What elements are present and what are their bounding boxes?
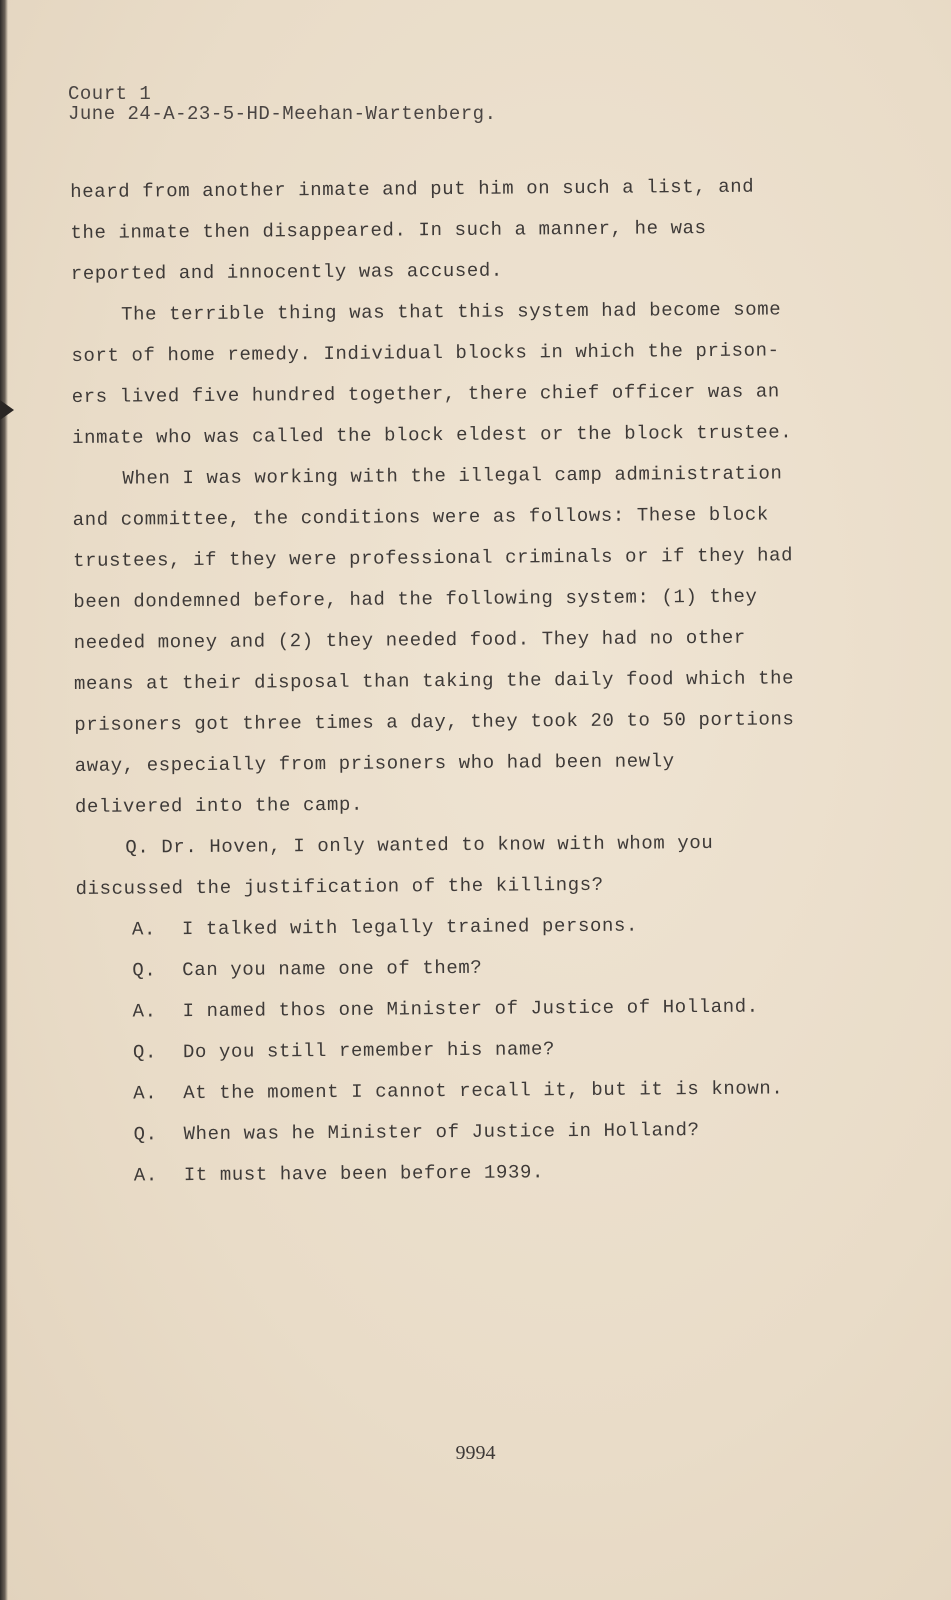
qa-text: It must have been before 1939. [183,1161,545,1187]
qa-text: I talked with legally trained persons. [181,914,639,941]
question-line [77,1027,817,1074]
qa-text: When was he Minister of Justice in Holland? [183,1119,700,1146]
text-line: prisoners got three times a day, they took 20 to 50 portions [74,708,795,736]
qa-text: Can you name one of them? [182,956,483,982]
question-line: Q. Dr. Hoven, I only wanted to know with whom you [125,831,714,859]
session-reference: June 24-A-23-5-HD-Meehan-Wartenberg. [68,103,497,125]
court-label: Court 1 [68,83,152,105]
qa-tag: A. [131,918,157,941]
qa-tag: Q. [133,1123,158,1146]
qa-tag: A. [133,1082,158,1105]
transcript-body [70,166,818,1197]
qa-text: Do you still remember his name? [182,1038,556,1064]
text-line: needed money and (2) they needed food. They had no other [73,626,746,654]
text-line: ers lived five hundred together, there chief officer was an [71,380,780,408]
text-line: sort of home remedy. Individual blocks in which the prison- [71,339,780,367]
text-line: and committee, the conditions were as follows: These block [72,503,769,531]
answer-line [78,1150,818,1197]
qa-text: At the moment I cannot recall it, but it is known. [183,1077,784,1105]
qa-tag: Q. [132,959,157,982]
text-line: The terrible thing was that this system had become some [121,298,782,326]
question-line [77,1109,817,1156]
text-line: When I was working with the illegal camp administration [122,462,783,490]
qa-tag: A. [132,1000,157,1023]
document-header [68,84,496,124]
answer-line [76,986,816,1033]
text-line: the inmate then disappeared. In such a manner, he was [70,217,707,244]
question-line [76,945,816,992]
qa-text: I named thos one Minister of Justice of Holland. [182,995,759,1023]
answer-line [77,1068,817,1115]
question-line: discussed the justification of the killings? [75,873,604,900]
qa-tag: Q. [132,1041,158,1064]
answer-line [76,904,816,951]
text-line: delivered into the camp. [74,793,364,818]
text-line: been dondemned before, had the following system: (1) they [73,585,758,613]
text-line: means at their disposal than taking the daily food which the [73,667,795,695]
text-line: trustees, if they were professional criminals or if they had [72,544,794,572]
page-number: 9994 [455,1442,496,1464]
text-line: reported and innocently was accused. [70,259,503,285]
binding-notch [0,400,14,420]
page-edge-shadow [0,0,8,1600]
qa-tag: A. [133,1164,158,1187]
text-line: away, especially from prisoners who had been newly [74,750,675,777]
text-line: inmate who was called the block eldest or the block trustee. [72,421,793,449]
text-line: heard from another inmate and put him on such a list, and [70,175,755,203]
